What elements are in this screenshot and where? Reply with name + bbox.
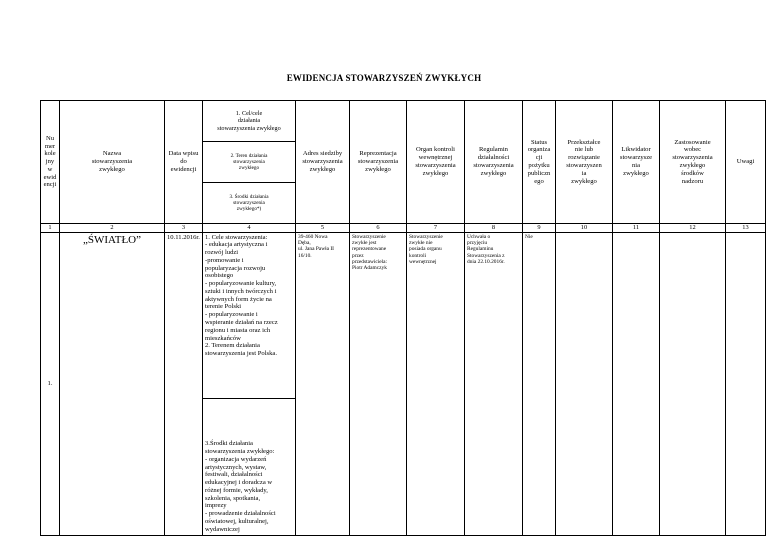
- regulation-info: Uchwała o przyjęciu Regulaminu Stowarzyszenia z dnia 22.10.2016r.: [465, 232, 523, 535]
- header-regulation: Regulamin działalności stowarzyszenia zwykłego: [465, 101, 523, 224]
- column-number: 1: [41, 224, 60, 233]
- association-address: 39-460 Nowa Dęba, ul. Jana Pawła II 16/10.: [296, 232, 350, 535]
- document-title: EWIDENCJA STOWARZYSZEŃ ZWYKŁYCH: [286, 73, 482, 83]
- column-number: 11: [613, 224, 660, 233]
- header-territory: 2. Teren działania stowarzyszenia zwykłego: [203, 142, 296, 183]
- header-name: Nazwa stowarzyszenia zwykłego: [60, 101, 165, 224]
- column-number: 13: [726, 224, 766, 233]
- column-number: 10: [556, 224, 613, 233]
- transformation-cell: [556, 232, 613, 535]
- column-number: 4: [203, 224, 296, 233]
- registry-table: [40, 100, 766, 536]
- header-representation: Reprezentacja stowarzyszenia zwykłego: [350, 101, 407, 224]
- supervision-cell: [660, 232, 726, 535]
- header-transformation: Przekształce nie lub rozwiązanie stowarzyszen ia zwykłego: [556, 101, 613, 224]
- header-number: Nu mer kole jny w ewid encji: [41, 101, 60, 224]
- column-number: 7: [407, 224, 465, 233]
- column-number: 5: [296, 224, 350, 233]
- header-liquidator: Likwidator stowarzysze nia zwykłego: [613, 101, 660, 224]
- header-goals: 1. Cel/cele działania stowarzyszenia zwykłego: [203, 101, 296, 142]
- header-date: Data wpisu do ewidencji: [165, 101, 203, 224]
- header-means: 3. Środki działania stowarzyszenia zwykłego*): [203, 183, 296, 224]
- internal-control: Stowarzyszenie zwykłe nie posiada organu kontroli wewnętrznej: [407, 232, 465, 535]
- header-control: Organ kontroli wewnętrznej stowarzyszenia zwykłego: [407, 101, 465, 224]
- association-representation: Stowarzyszenie zwykłe jest reprezentowane przez przedstawiciela: Piotr Adamczyk: [350, 232, 407, 535]
- column-number: 6: [350, 224, 407, 233]
- header-address: Adres siedziby stowarzyszenia zwykłego: [296, 101, 350, 224]
- column-number: 8: [465, 224, 523, 233]
- liquidator-cell: [613, 232, 660, 535]
- association-goals: 1. Cele stowarzyszenia: - edukacja artystyczna i rozwój ludzi -promowanie i popularyzacja rozwoju osobistego - popularyzowanie kultury, sztuki i innych twórczych i aktywnych form życie na terenie Polski - popularyzowanie i wspieranie działań na rzecz regionu i miasta oraz ich mieszkańców 2. Terenem działania stowarzyszenia jest Polska.: [203, 232, 296, 399]
- header-row: [41, 101, 766, 142]
- header-status: Status organiza cji pożytku publiczn ego: [523, 101, 556, 224]
- table-row: [41, 232, 766, 399]
- association-means: 3.Środki działania stowarzyszenia zwykłego: - organizacja wydarzeń artystycznych, wystaw, festiwali, działalności edukacyjnej i doradcza w różnej formie, wykłady, szkolenia, spotkania, imprezy - prowadzenie działalności oświatowej, kulturalnej, wydawniczej: [203, 399, 296, 535]
- column-number-row: [41, 224, 766, 233]
- column-number: 3: [165, 224, 203, 233]
- column-number: 12: [660, 224, 726, 233]
- row-number: 1.: [41, 232, 60, 535]
- remarks-cell: [726, 232, 766, 535]
- column-number: 9: [523, 224, 556, 233]
- registration-date: 10.11.2016r.: [165, 232, 203, 535]
- association-name: „ŚWIATŁO”: [60, 232, 165, 535]
- column-number: 2: [60, 224, 165, 233]
- header-remarks: Uwagi: [726, 101, 766, 224]
- public-benefit-status: Nie: [523, 232, 556, 535]
- header-supervision: Zastosowanie wobec stowarzyszenia zwykłego środków nadzoru: [660, 101, 726, 224]
